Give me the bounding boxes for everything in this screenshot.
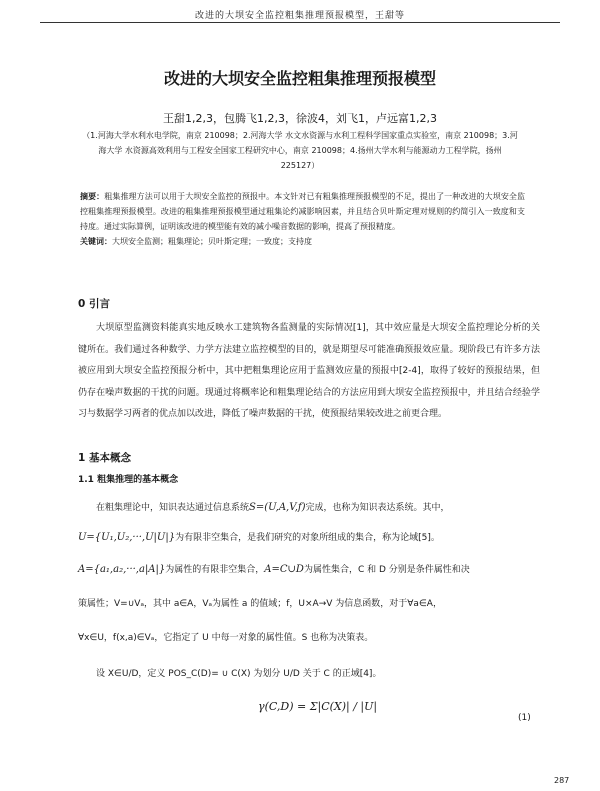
section-heading-basic: 1 基本概念: [78, 452, 131, 464]
paper-title: 改进的大坝安全监控粗集推理预报模型: [163, 69, 436, 88]
intro-paragraph: 大坝原型监测资料能真实地反映水工建筑物各监测量的实际情况[1]，其中效应量是大坝安全监控理论分析的关键所在。我们通过各种数学、力学方法建立监控模型的目的，就是期望尽可能准确预报效应量。现阶段已有许多方法被应用到大坝安全监控预报分析中，其中把粗集理论应用于监测效应量的预报中[2-4]，取得了较好的预报结果，但仍存在噪声数据的干扰的问题。现通过将概率论和粗集理论结合的方法应用到大坝安全监控预报中，并且结合经验学习与数据学习两者的优点加以改进，降低了噪声数据的干扰，使预报结果较改进之前更合理。: [78, 323, 540, 419]
math-attribute-union: A=C∪D: [264, 564, 304, 575]
running-header: 改进的大坝安全监控粗集推理预报模型，王甜等: [194, 11, 405, 21]
header-rule: [40, 22, 560, 23]
abstract-text: 粗集推理方法可以用于大坝安全监控的预报中。本文针对已有粗集推理预报模型的不足，提出了一种改进的大坝安全监控粗集推理预报模型。改进的粗集推理预报模型通过粗集论约减影响因素，并且结合贝叶斯定理对规则的约简引入一致度和支持度。通过实际算例，证明该改进的模型能有效的减小噪音数据的影响，提高了预报精度。: [80, 192, 525, 231]
equation-number: (1): [518, 713, 531, 723]
math-attribute-set: A={a₁,a₂,···,a|A|}: [78, 564, 166, 575]
affiliations: （1.河海大学水利水电学院，南京 210098；2.河海大学 水文水资源与水利工程科学国家重点实验室，南京 210098；3.河海大学 水资源高效利用与工程安全国家工程研究中心，南京 210098；4.扬州大学水利与能源动力工程学院，扬州 225127）: [82, 131, 518, 170]
author-list: 王甜1,2,3，包腾飞1,2,3，徐波4，刘飞1，卢远富1,2,3: [163, 112, 437, 125]
text-line-3: A={a₁,a₂,···,a|A|}为属性的有限非空集合，A=C∪D为属性集合，C 和 D 分别是条件属性和决: [78, 564, 470, 575]
formula-gamma: γ(C,D) = Σ|C(X)| / |U|: [258, 700, 378, 713]
text-line-1: 在粗集理论中，知识表达通过信息系统S=(U,A,V,f)完成，也称为知识表达系统。其中，: [96, 502, 450, 513]
abstract-label: 摘要：: [80, 192, 105, 201]
page-number: 287: [554, 776, 570, 785]
keywords-label: 关键词：: [80, 237, 112, 246]
text-line-5: ∀x∈U，f(x,a)∈Vₐ，它指定了 U 中每一对象的属性值。S 也称为决策表。: [78, 633, 374, 643]
text-line-4: 策属性；V=∪Vₐ，其中 a∈A，Vₐ为属性 a 的值域；f，U×A→V 为信息函数，对于∀a∈A，: [78, 599, 442, 609]
abstract-block: [80, 189, 525, 249]
section-heading-intro: 0 引言: [78, 298, 110, 310]
text-line-6: 设 X∈U/D，定义 POS_C(D)= ∪ C(X) 为划分 U/D 关于 C 的正域[4]。: [96, 669, 382, 679]
text-line-2: U={U₁,U₂,···,U|U|}为有限非空集合，是我们研究的对象所组成的集合，称为论域[5]。: [78, 532, 440, 543]
math-information-system: S=(U,A,V,f): [249, 502, 306, 513]
keywords-text: 大坝安全监测；粗集理论；贝叶斯定理；一致度；支持度: [112, 237, 312, 246]
math-universe: U={U₁,U₂,···,U|U|}: [78, 532, 176, 543]
subsection-heading: 1.1 粗集推理的基本概念: [78, 475, 179, 485]
